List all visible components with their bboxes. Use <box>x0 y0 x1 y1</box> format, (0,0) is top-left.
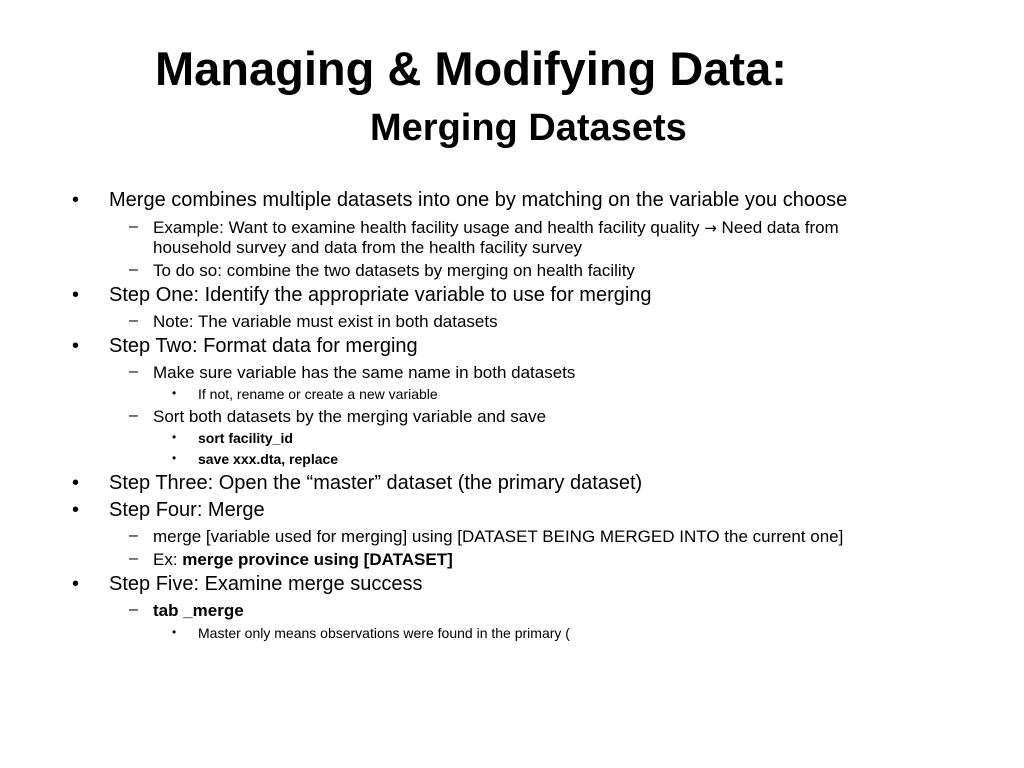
bullet-text: Step One: Identify the appropriate variable to use for merging <box>109 284 652 306</box>
example-text-continued: Need data from <box>721 218 839 237</box>
sub-bullet-text: Make sure variable has the same name in both datasets <box>153 363 576 382</box>
dash-marker: – <box>129 407 138 424</box>
dash-marker: – <box>129 550 138 567</box>
sub-sub-bullet-text: sort facility_id <box>198 430 293 446</box>
bullet-marker: • <box>72 189 80 211</box>
example-label: Ex: <box>153 550 183 569</box>
dash-marker: – <box>129 527 138 544</box>
dash-marker: – <box>129 218 138 235</box>
bullet-text: Step Two: Format data for merging <box>109 335 418 357</box>
sub-sub-bullet-text: If not, rename or create a new variable <box>198 386 438 402</box>
bullet-marker: • <box>72 335 80 357</box>
example-text: Example: Want to examine health facility usage and health facility quality <box>153 218 700 237</box>
right-arrow-icon: → <box>704 219 717 237</box>
sub-bullet-text: Sort both datasets by the merging variable and save <box>153 407 547 426</box>
bullet-marker: • <box>172 430 177 444</box>
bullet-text: Step Three: Open the “master” dataset (the primary dataset) <box>109 472 643 494</box>
sub-sub-bullet-text: save xxx.dta, replace <box>198 451 339 467</box>
dash-marker: – <box>129 261 138 278</box>
sub-bullet-text: To do so: combine the two datasets by merging on health facility <box>153 261 635 280</box>
sub-bullet-text: Note: The variable must exist in both datasets <box>153 312 498 331</box>
bullet-text: Step Five: Examine merge success <box>109 573 423 595</box>
bullet-text: Step Four: Merge <box>109 499 265 521</box>
sub-bullet-text: tab _merge <box>153 601 244 620</box>
bullet-marker: • <box>172 625 177 639</box>
sub-bullet-text <box>153 218 839 257</box>
slide-subtitle: Merging Datasets <box>370 107 687 149</box>
sub-bullet-text: merge [variable used for merging] using [DATASET BEING MERGED INTO the current one] <box>153 527 844 546</box>
bullet-marker: • <box>72 284 80 306</box>
bullet-marker: • <box>72 573 80 595</box>
bullet-marker: • <box>72 472 80 494</box>
merge-command: merge province using [DATASET] <box>182 550 453 569</box>
slide-title: Managing & Modifying Data: <box>155 42 787 95</box>
dash-marker: – <box>129 601 138 618</box>
bullet-marker: • <box>72 499 80 521</box>
sub-sub-bullet-text: Master only means observations were found in the primary ( <box>198 625 570 641</box>
example-text-line2: household survey and data from the health facility survey <box>153 238 583 257</box>
bullet-marker: • <box>172 386 177 400</box>
dash-marker: – <box>129 363 138 380</box>
dash-marker: – <box>129 312 138 329</box>
bullet-text: Merge combines multiple datasets into one by matching on the variable you choose <box>109 189 848 211</box>
bullet-marker: • <box>172 451 177 465</box>
sub-bullet-text <box>153 550 453 569</box>
